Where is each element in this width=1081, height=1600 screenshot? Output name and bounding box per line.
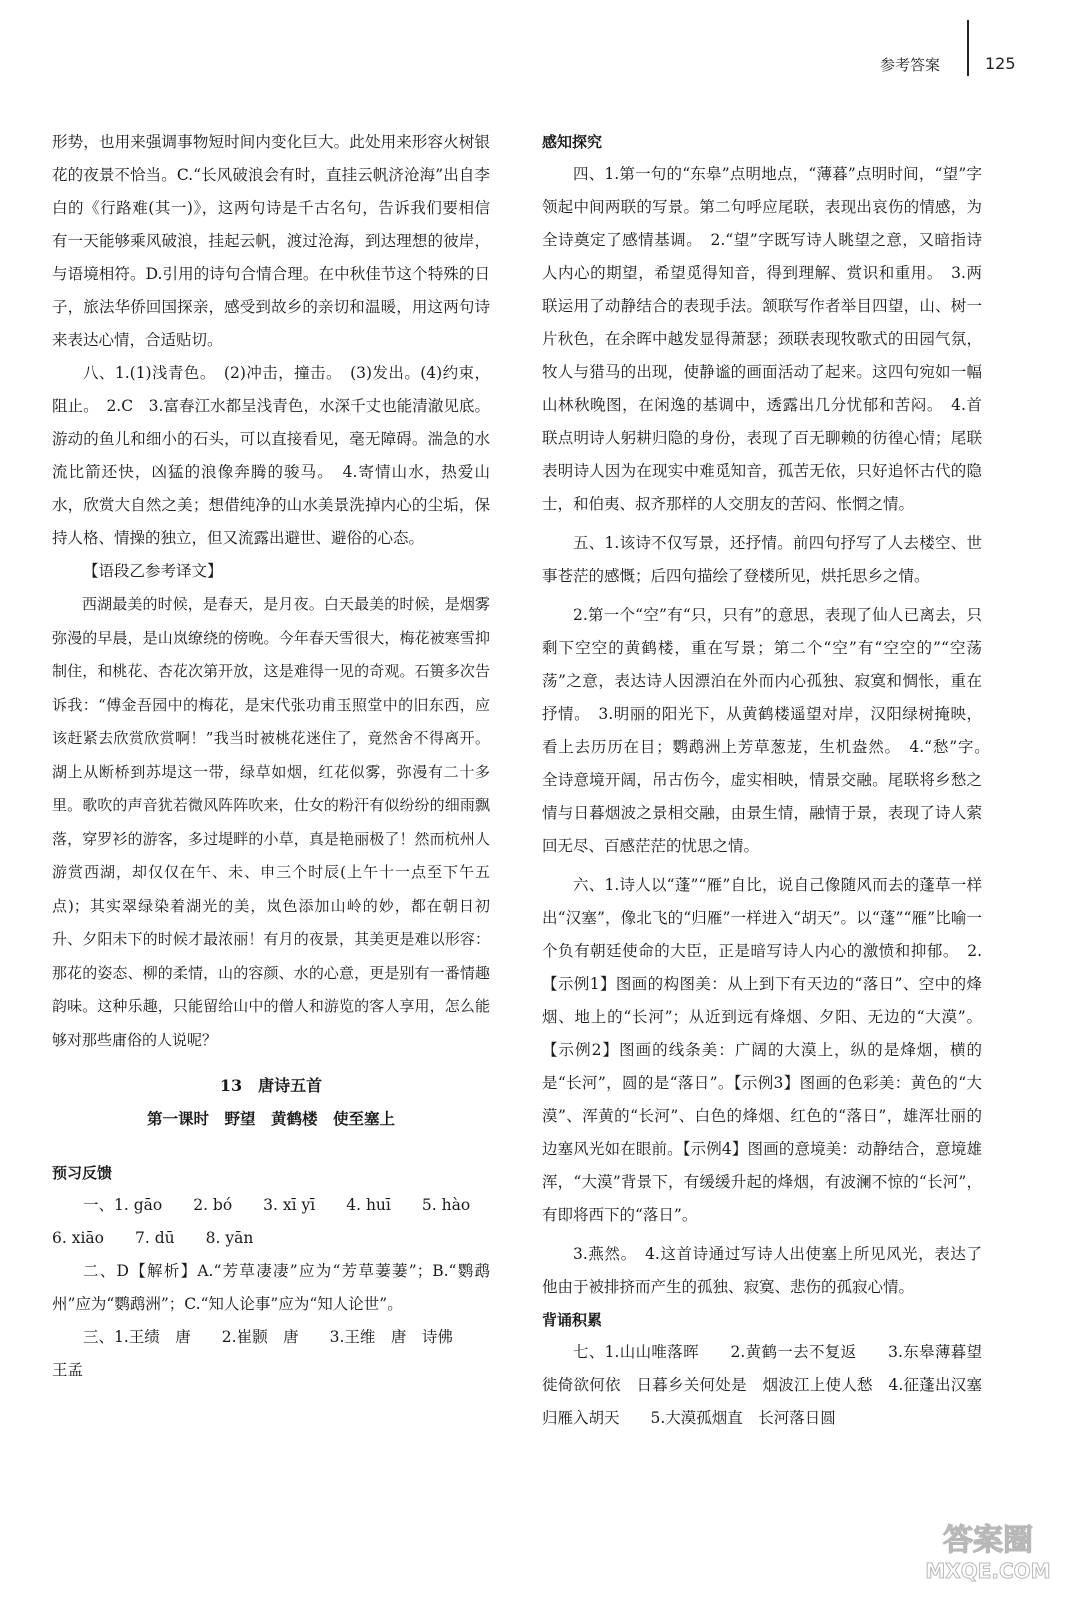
answer-section-7: 七、1.山山唯落晖 2.黄鹤一去不复返 3.东皋薄暮望 徙倚欲何依 日暮乡关何处是 烟波江上使人愁 4.征蓬出汉塞 归雁入胡天 5.大漠孤烟直 长河落日圆	[542, 1343, 998, 1427]
section-heading-recite: 背诵积累	[542, 1311, 603, 1329]
page-number: 125	[985, 54, 1016, 73]
answer-section-6: 六、1.诗人以“蓬”“雁”自比，说自己像随风而去的蓬草一样出“汉塞”，像北飞的“归雁”一样进入“胡天”。以“蓬”“雁”比喻一个负有朝廷使命的大臣，正是暗写诗人内心的激愤和抑郁。 2.【示例1】图画的构图美：从上到下有天边的“落日”、空中的烽烟、地上的“长河”；从近到远有烽烟、夕阳、无边的“大漠”。【示例2】图画的线条美：广阔的大漠上，纵的是烽烟，横的是“长河”，圆的是“落日”。【示例3】图画的色彩美：黄色的“大漠”、浑黄的“长河”、白色的烽烟、红色的“落日”，雄浑壮丽的边塞风光如在眼前。【示例4】图画的意境美：动静结合，意境雄浑，“大漠”背景下，有缓缓升起的烽烟，有波澜不惊的“长河”，有即将西下的“落日”。	[542, 876, 982, 1224]
answer-section-3-cont: 王孟	[52, 1361, 84, 1379]
header-divider	[967, 20, 969, 76]
header-title: 参考答案	[880, 56, 941, 74]
answer-paragraph: 形势，也用来强调事物短时间内变化巨大。此处用来形容火树银花的夜景不恰当。C.“长风破浪会有时，直挂云帆济沧海”出自李白的《行路难(其一)》，这两句诗是千古名句，告诉我们要相信有一天能够乘风破浪，挂起云帆，渡过沧海，到达理想的彼岸，与语境相符。D.引用的诗句合情合理。在中秋佳节这个特殊的日子，旅法华侨回国探亲，感受到故乡的亲切和温暖，用这两句诗来表达心情，合适贴切。	[52, 133, 490, 349]
lesson-title: 13 唐诗五首	[219, 1076, 323, 1095]
answer-section-2: 二、D【解析】A.“芳草凄凄”应为“芳草萋萋”；B.“鹦鹉州”应为“鹦鹉洲”；C.“知人论事”应为“知人论世”。	[52, 1262, 490, 1313]
answer-section-4: 四、1.第一句的“东皋”点明地点，“薄暮”点明时间，“望”字领起中间两联的写景。第二句呼应尾联，表现出哀伤的情感，为全诗奠定了感情基调。 2.“望”字既写诗人眺望之意，又暗指诗人内心的期望，希望觅得知音，得到理解、赏识和重用。 3.两联运用了动静结合的表现手法。颔联写作者举目四望，山、树一片秋色，在余晖中越发显得萧瑟；颈联表现牧歌式的田园气氛，牧人与猎马的出现，使静谧的画面活动了起来。这四句宛如一幅山林秋晚图，在闲逸的基调中，透露出几分忧郁和苦闷。 4.首联点明诗人躬耕归隐的身份，表现了百无聊赖的彷徨心情；尾联表明诗人因为在现实中难觅知音，孤苦无依，只好追怀古代的隐士，和伯夷、叔齐那样的人交朋友的苦闷、怅惘之情。	[542, 165, 982, 513]
watermark-text-url: MXQE.COM	[925, 1559, 1051, 1583]
right-column	[542, 126, 998, 1435]
watermark-text-cn: 答案圈	[943, 1523, 1033, 1558]
lesson-subtitle: 第一课时 野望 黄鹤楼 使至塞上	[146, 1109, 395, 1128]
answer-section-1-cont: 6. xiāo 7. dū 8. yān	[52, 1229, 254, 1247]
section-heading-preview: 预习反馈	[52, 1164, 113, 1182]
answer-section-3: 三、1.王绩 唐 2.崔颢 唐 3.王维 唐 诗佛	[83, 1328, 453, 1346]
left-column	[52, 126, 490, 1387]
translation-heading: 【语段乙参考译文】	[83, 562, 223, 580]
answer-section-5: 五、1.该诗不仅写景，还抒情。前四句抒写了人去楼空、世事苍茫的感慨；后四句描绘了登楼所见，烘托思乡之情。	[542, 534, 982, 585]
answer-section-6-cont: 3.燕然。 4.这首诗通过写诗人出使塞上所见风光，表达了他由于被排挤而产生的孤独、寂寞、悲伤的孤寂心情。	[542, 1245, 982, 1296]
answer-section-8: 八、1.(1)浅青色。 (2)冲击，撞击。 (3)发出。(4)约束，阻止。 2.C 3.富春江水都呈浅青色，水深千丈也能清澈见底。游动的鱼儿和细小的石头，可以直接看见，毫无障碍。湍急的水流比箭还快，凶猛的浪像奔腾的骏马。 4.寄情山水，热爱山水，欣赏大自然之美；想借纯净的山水美景洗掉内心的尘垢，保持人格、情操的独立，但又流露出避世、避俗的心态。	[52, 364, 490, 547]
translation-text: 西湖最美的时候，是春天，是月夜。白天最美的时候，是烟雾弥漫的早晨，是山岚缭绕的傍晚。今年春天雪很大，梅花被寒雪抑制住，和桃花、杏花次第开放，这是难得一见的奇观。石篑多次告诉我：“傅金吾园中的梅花，是宋代张功甫玉照堂中的旧东西，应该赶紧去欣赏欣赏啊！”我当时被桃花迷住了，竟然舍不得离开。湖上从断桥到苏堤这一带，绿草如烟，红花似雾，弥漫有二十多里。歌吹的声音犹若微风阵阵吹来，仕女的粉汗有似纷纷的细雨飘落，穿罗衫的游客，多过堤畔的小草，真是艳丽极了！然而杭州人游赏西湖，却仅仅在午、未、申三个时辰(上午十一点至下午五点)；其实翠绿染着湖光的美，岚色添加山岭的妙，都在朝日初升、夕阳未下的时候才最浓丽！有月的夜景，其美更是难以形容：那花的姿态、柳的柔情，山的容颜、水的心意，更是别有一番情趣韵味。这种乐趣，只能留给山中的僧人和游览的客人享用，怎么能够对那些庸俗的人说呢？	[52, 595, 490, 1049]
answer-section-1: 一、1. gāo 2. bó 3. xī yī 4. huī 5. hào	[83, 1196, 471, 1214]
section-heading-explore: 感知探究	[542, 133, 603, 151]
answer-section-5-cont: 2.第一个“空”有“只，只有”的意思，表现了仙人已离去，只剩下空空的黄鹤楼，重在写景；第二个“空”有“空空的”“空荡荡”之意，表达诗人因漂泊在外而内心孤独、寂寞和惆怅，重在抒情。 3.明丽的阳光下，从黄鹤楼遥望对岸，汉阳绿树掩映，看上去历历在目；鹦鹉洲上芳草葱茏，生机盎然。 4.“愁”字。 全诗意境开阔，吊古伤今，虚实相映，情景交融。尾联将乡愁之情与日暮烟波之景相交融，由景生情，融情于景，表现了诗人萦回无尽、百感茫茫的忧思之情。	[542, 606, 998, 855]
watermark-logo	[913, 1516, 1063, 1586]
